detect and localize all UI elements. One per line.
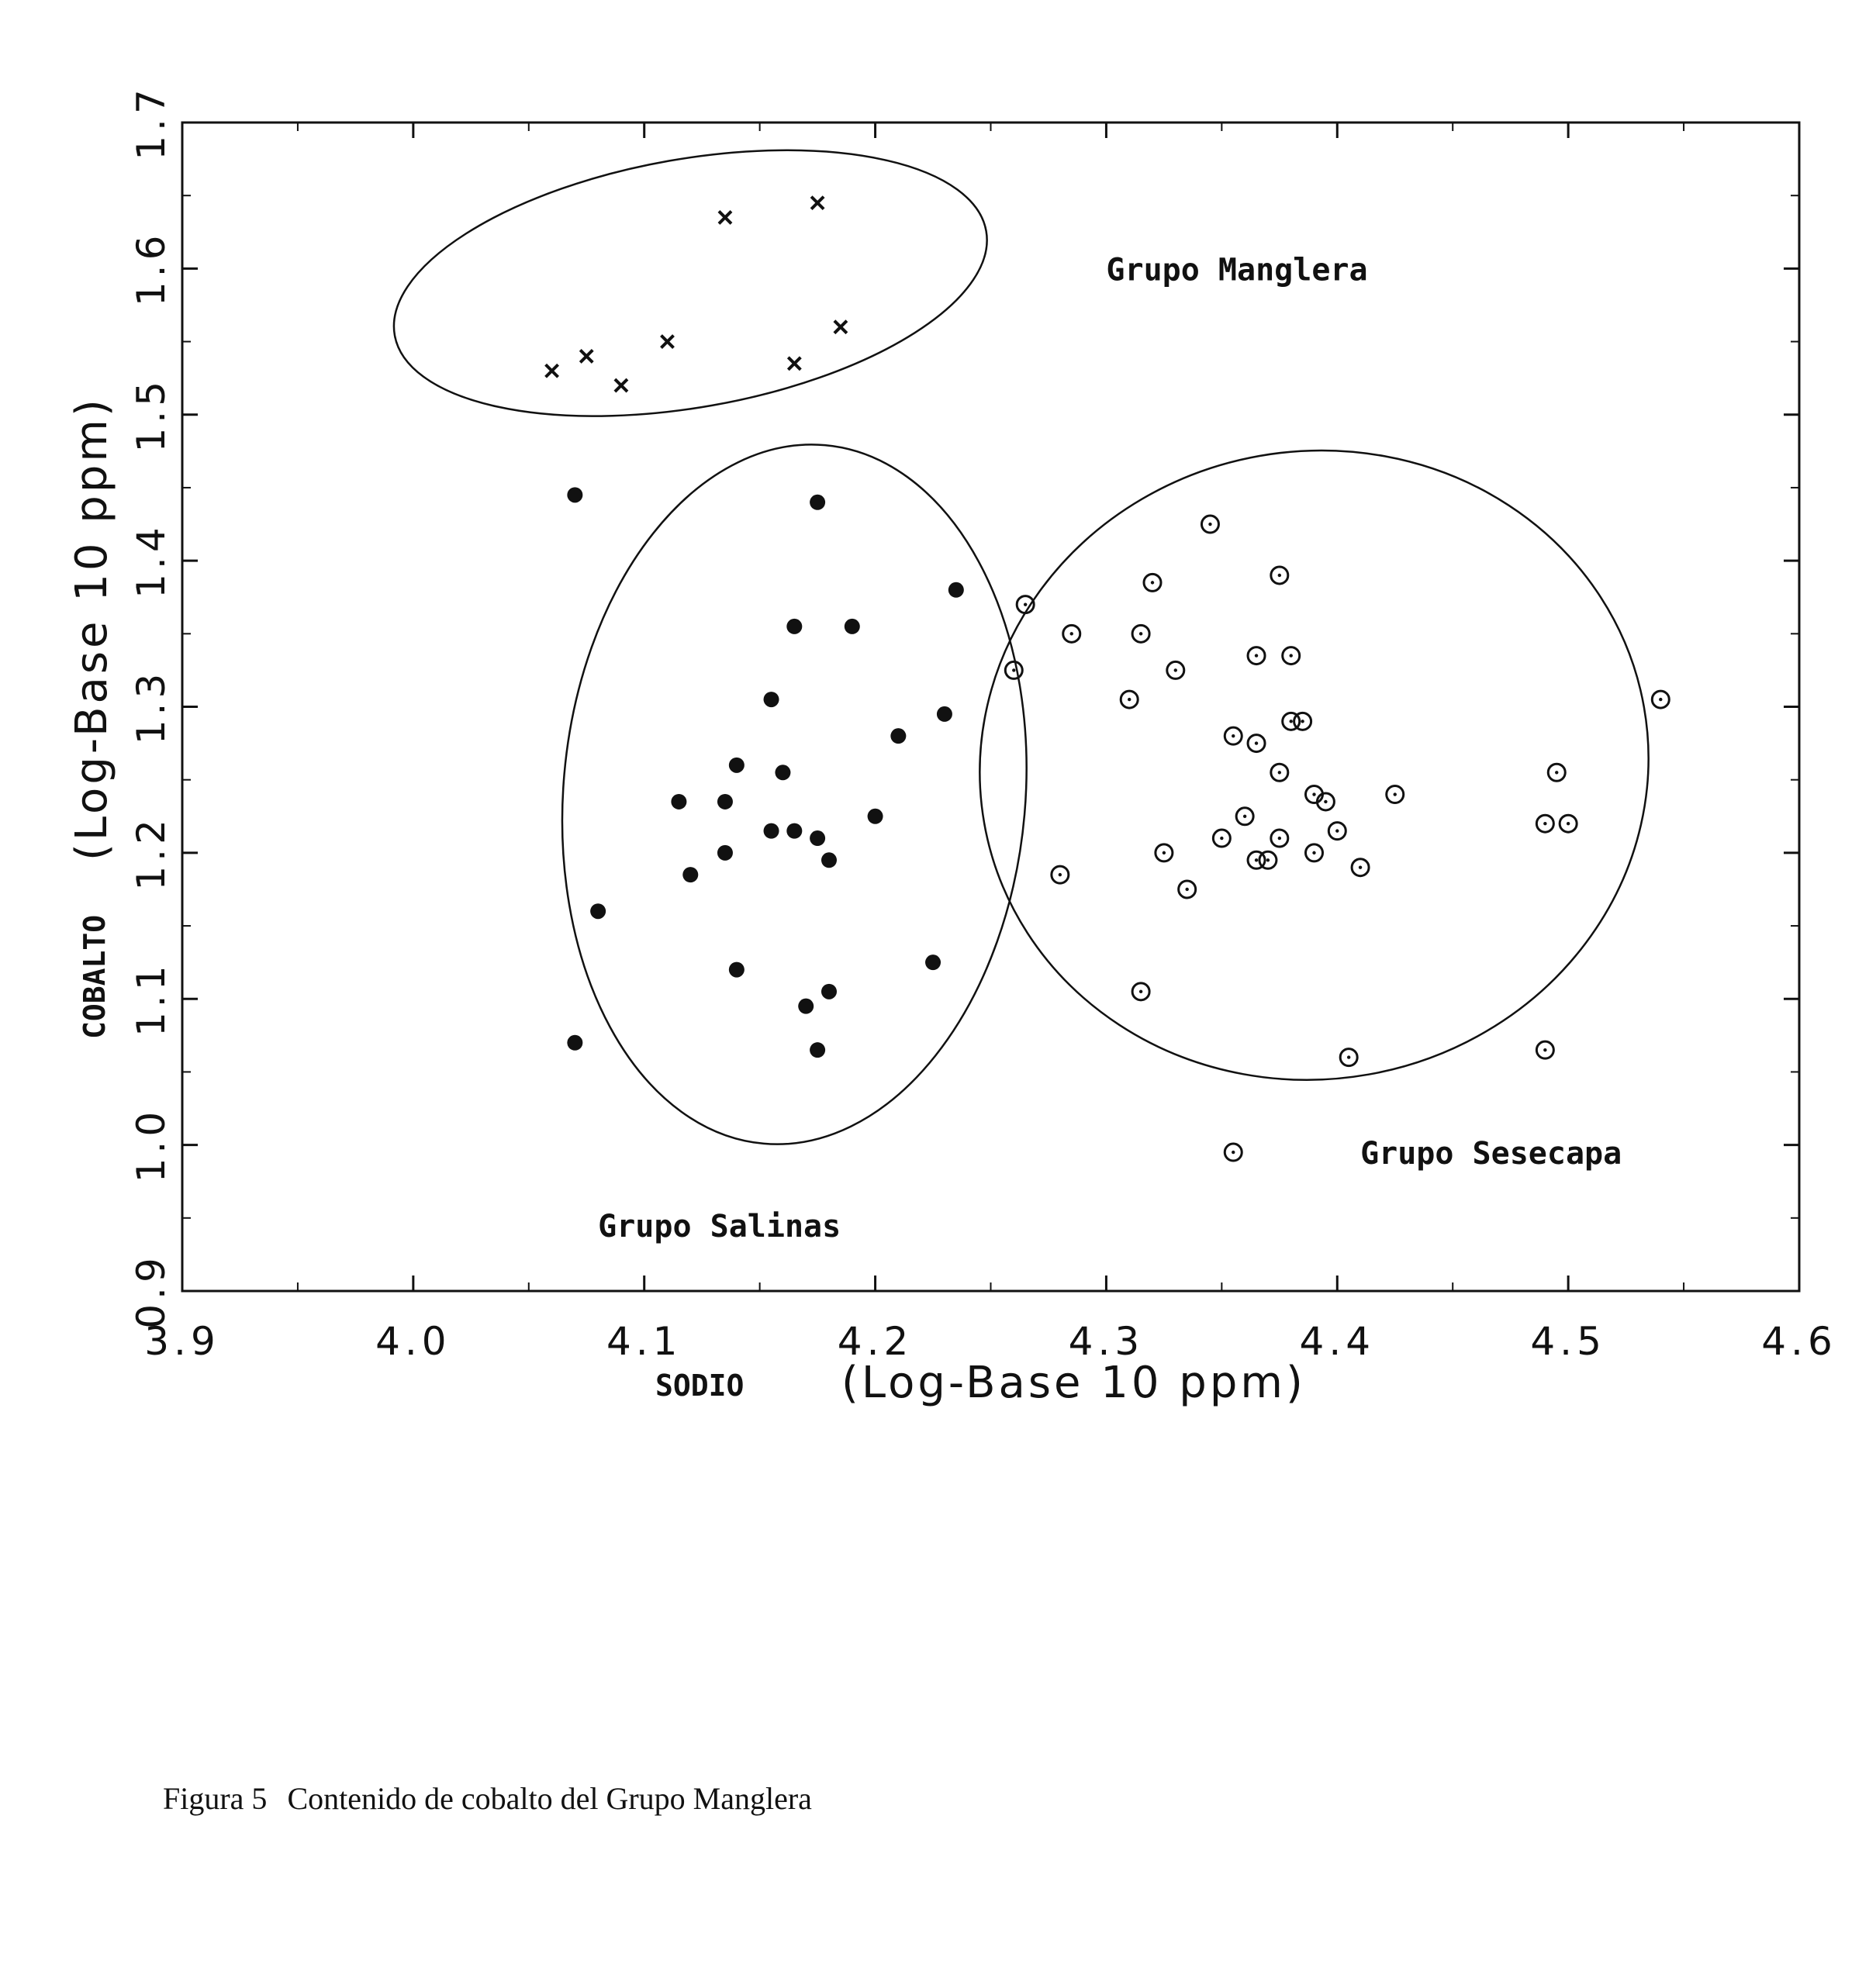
circle-center-dot	[1070, 632, 1073, 635]
dotted-circle-point	[1271, 830, 1288, 847]
dotted-circle-point	[1248, 647, 1265, 665]
circle-center-dot	[1278, 837, 1281, 840]
filled-circle-point	[567, 487, 582, 502]
y-tick-label: 1.0	[129, 1106, 174, 1183]
filled-circle-point	[671, 794, 686, 809]
x-tick-label: 4.3	[1068, 1319, 1145, 1364]
circle-center-dot	[1278, 574, 1281, 577]
y-tick-label: 1.5	[129, 376, 174, 453]
circle-center-dot	[1185, 888, 1188, 891]
axis-ticks	[182, 123, 1799, 1291]
group-label: Grupo Salinas	[598, 1209, 841, 1245]
circle-center-dot	[1347, 1055, 1350, 1058]
circle-center-dot	[1266, 858, 1270, 861]
y-tick-label: 1.7	[129, 85, 174, 161]
circle-center-dot	[1659, 698, 1662, 701]
dotted-circle-point	[1548, 764, 1565, 781]
dotted-circle-point	[1306, 844, 1323, 861]
circle-center-dot	[1024, 602, 1027, 606]
x-axis-title	[655, 1358, 1306, 1408]
x-marker-point	[615, 379, 627, 392]
circle-center-dot	[1301, 720, 1304, 723]
x-tick-label: 4.0	[375, 1319, 451, 1364]
circle-center-dot	[1128, 698, 1131, 701]
x-tick-label: 4.6	[1761, 1319, 1837, 1364]
y-tick-label: 1.6	[129, 230, 174, 307]
circle-center-dot	[1567, 822, 1570, 825]
y-tick-label: 0.9	[129, 1253, 174, 1329]
circle-center-dot	[1012, 668, 1015, 671]
group-ellipse	[930, 398, 1698, 1133]
circle-center-dot	[1163, 851, 1166, 854]
group-label: Grupo Manglera	[1106, 252, 1368, 288]
filled-circle-point	[682, 867, 698, 882]
y-axis-label: COBALTO	[78, 914, 112, 1039]
dotted-circle-point	[1201, 516, 1218, 533]
dotted-circle-point	[1536, 815, 1553, 832]
caption-figure-number: Figura 5	[163, 1781, 268, 1816]
dotted-circle-point	[1352, 859, 1369, 876]
circle-center-dot	[1324, 800, 1327, 803]
filled-circle-point	[764, 692, 779, 707]
circle-center-dot	[1278, 771, 1281, 774]
circle-center-dot	[1312, 792, 1315, 796]
circle-center-dot	[1335, 829, 1339, 832]
circle-center-dot	[1139, 990, 1142, 993]
dotted-circle-point	[1283, 647, 1300, 665]
x-marker-point	[788, 357, 800, 370]
group-labels	[598, 252, 1622, 1244]
dotted-circle-point	[1052, 866, 1069, 883]
circle-center-dot	[1139, 632, 1142, 635]
filled-circle-point	[810, 830, 825, 846]
x-marker-point	[546, 364, 558, 377]
circle-center-dot	[1243, 815, 1246, 818]
filled-circle-point	[925, 954, 941, 970]
x-marker-point	[662, 336, 674, 348]
filled-circle-point	[717, 845, 733, 861]
dotted-circle-point	[1225, 727, 1242, 744]
plot-frame	[182, 123, 1799, 1291]
dotted-circle-point	[1248, 735, 1265, 752]
x-tick-label: 4.1	[606, 1319, 682, 1364]
dotted-circle-point	[1144, 574, 1161, 591]
dotted-circle-point	[1132, 983, 1149, 1000]
group-ellipses	[373, 109, 1698, 1164]
filled-circle-point	[764, 823, 779, 839]
group-label: Grupo Sesecapa	[1360, 1136, 1622, 1172]
x-axis-unit: (Log-Base 10 ppm)	[841, 1358, 1306, 1408]
filled-circle-point	[845, 619, 860, 634]
dotted-circle-point	[1259, 851, 1277, 868]
y-tick-label: 1.4	[129, 523, 174, 599]
circle-center-dot	[1220, 837, 1223, 840]
circle-center-dot	[1255, 654, 1258, 657]
x-marker-point	[580, 350, 593, 362]
dotted-circle-point	[1167, 661, 1184, 678]
dotted-circle-point	[1652, 691, 1669, 708]
y-tick-label: 1.3	[129, 668, 174, 745]
dotted-circle-point	[1328, 823, 1346, 840]
dotted-circle-point	[1340, 1049, 1357, 1066]
circle-center-dot	[1208, 523, 1211, 526]
filled-circle-point	[821, 852, 837, 868]
dotted-circle-point	[1213, 830, 1230, 847]
filled-circle-point	[948, 582, 964, 598]
circle-center-dot	[1059, 873, 1062, 876]
x-axis-label: SODIO	[655, 1369, 745, 1403]
dotted-circle-point	[1132, 625, 1149, 642]
filled-circle-point	[729, 962, 745, 978]
x-marker-point	[811, 197, 824, 209]
dotted-circle-point	[1387, 786, 1404, 803]
circle-center-dot	[1255, 741, 1258, 744]
filled-circle-point	[798, 999, 814, 1014]
dotted-circle-point	[1560, 815, 1577, 832]
caption-text: Contenido de cobalto del Grupo Manglera	[287, 1781, 812, 1816]
y-tick-label: 1.1	[129, 961, 174, 1037]
circle-center-dot	[1543, 1048, 1546, 1051]
circle-center-dot	[1232, 734, 1235, 737]
dotted-circle-point	[1225, 1144, 1242, 1161]
filled-circle-point	[729, 758, 745, 773]
dotted-circle-point	[1179, 881, 1196, 898]
y-axis-unit: (Log-Base 10 ppm)	[67, 396, 117, 861]
circle-center-dot	[1151, 581, 1154, 584]
x-tick-label: 4.2	[837, 1319, 914, 1364]
x-marker-point	[834, 321, 847, 333]
circle-center-dot	[1290, 654, 1293, 657]
circle-center-dot	[1312, 851, 1315, 854]
circle-center-dot	[1232, 1151, 1235, 1154]
dotted-circle-point	[1236, 808, 1253, 825]
filled-circle-point	[786, 823, 802, 839]
circle-center-dot	[1543, 822, 1546, 825]
group-ellipse	[373, 109, 1007, 457]
filled-circle-point	[937, 706, 952, 722]
filled-circle-point	[810, 495, 825, 510]
circle-center-dot	[1174, 668, 1177, 671]
circle-center-dot	[1555, 771, 1558, 774]
circle-center-dot	[1359, 866, 1362, 869]
filled-circle-point	[775, 765, 790, 780]
filled-circle-point	[590, 903, 606, 919]
filled-circle-point	[821, 984, 837, 999]
x-marker-point	[719, 211, 731, 223]
dotted-circle-point	[1536, 1041, 1553, 1058]
filled-circle-point	[810, 1042, 825, 1058]
group-ellipse	[534, 425, 1055, 1164]
filled-circle-point	[868, 809, 883, 824]
filled-circle-point	[890, 728, 906, 744]
dotted-circle-point	[1121, 691, 1138, 708]
x-tick-label: 4.5	[1530, 1319, 1606, 1364]
plot-border	[182, 123, 1799, 1291]
circle-center-dot	[1290, 720, 1293, 723]
dotted-circle-point	[1156, 844, 1173, 861]
filled-circle-point	[717, 794, 733, 809]
circle-center-dot	[1255, 858, 1258, 861]
circle-center-dot	[1394, 792, 1397, 796]
x-tick-label: 4.4	[1299, 1319, 1376, 1364]
dotted-circle-point	[1005, 661, 1022, 678]
dotted-circle-point	[1063, 625, 1080, 642]
figure-caption	[163, 1780, 812, 1817]
filled-circle-point	[567, 1035, 582, 1051]
x-tick-label: 3.9	[144, 1319, 220, 1364]
dotted-circle-point	[1271, 567, 1288, 584]
dotted-circle-point	[1271, 764, 1288, 781]
y-axis-title	[67, 396, 117, 1039]
dotted-circle-point	[1294, 713, 1311, 730]
filled-circle-point	[786, 619, 802, 634]
y-tick-label: 1.2	[129, 815, 174, 891]
